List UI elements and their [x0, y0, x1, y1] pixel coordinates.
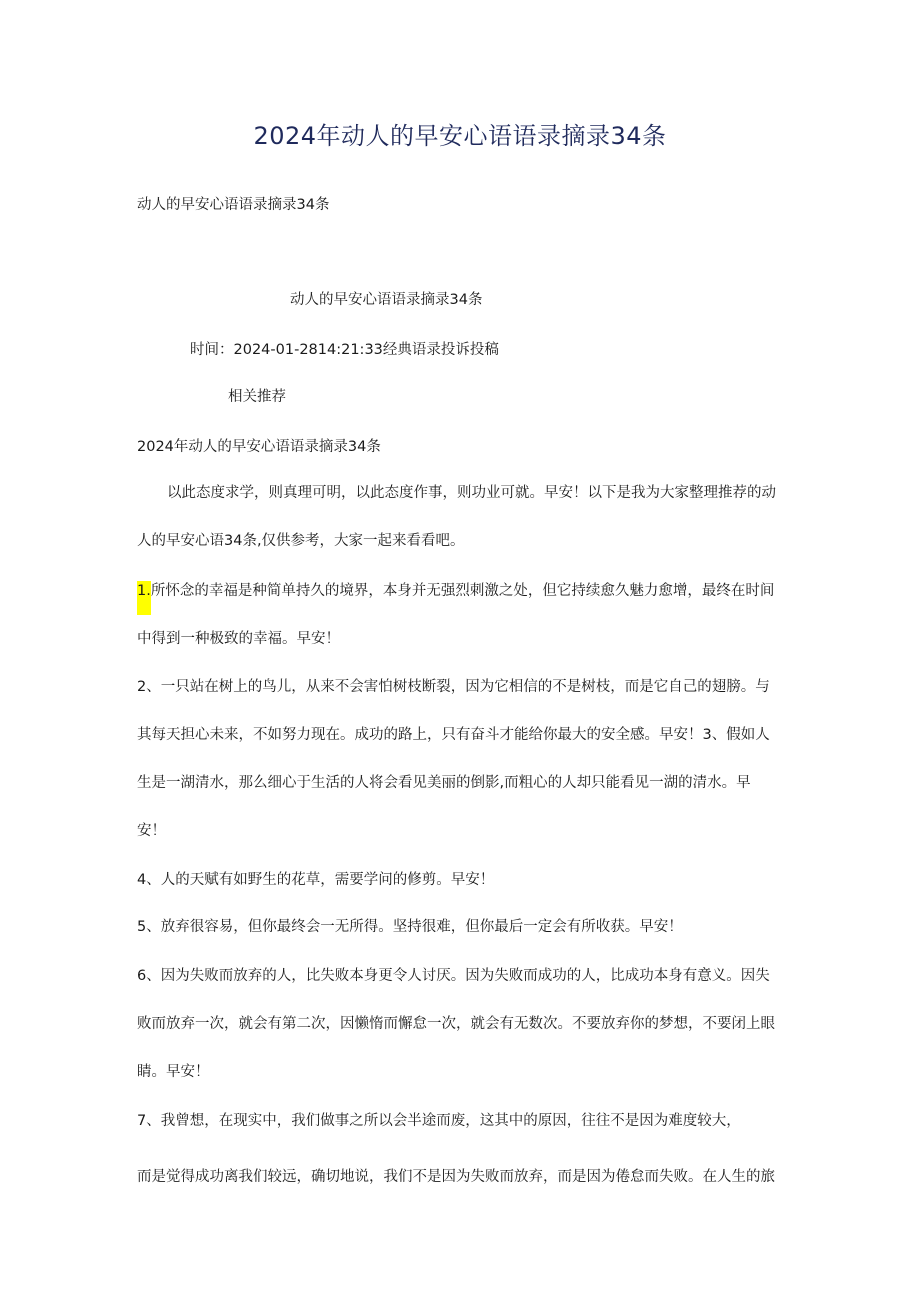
- paragraph-line: [137, 581, 787, 629]
- paragraph-line: 2、一只站在树上的鸟儿，从来不会害怕树枝断裂，因为它相信的不是树枝，而是它自己的翅膀。与: [137, 679, 770, 695]
- paragraph-line: 其每天担心未来，不如努力现在。成功的路上，只有奋斗才能给你最大的安全感。早安！3、假如人: [137, 727, 770, 743]
- paragraph-line: 人的早安心语34条,仅供参考，大家一起来看看吧。: [137, 533, 465, 549]
- paragraph-line: 以此态度求学，则真理可明，以此态度作事，则功业可就。早安！以下是我为大家整理推荐的动: [167, 485, 776, 501]
- article-title: 动人的早安心语语录摘录34条: [290, 292, 483, 308]
- quote-item-1: [137, 581, 787, 677]
- meta-info: 时间：2024-01-2814:21:33经典语录投诉投稿: [190, 342, 499, 358]
- subtitle: 动人的早安心语语录摘录34条: [137, 197, 330, 213]
- paragraph-line: 7、我曾想，在现实中，我们做事之所以会半途而废，这其中的原因，往往不是因为难度较大，: [137, 1113, 741, 1129]
- paragraph-line: 中得到一种极致的幸福。早安！: [137, 631, 340, 647]
- quote-item-2: [137, 677, 787, 869]
- paragraph-line: 睛。早安！: [137, 1064, 210, 1080]
- intro-paragraph: [137, 483, 787, 579]
- paragraph-line: 5、放弃很容易，但你最终会一无所得。坚持很难，但你最后一定会有所收获。早安！: [137, 919, 683, 935]
- highlighted-number: 1.: [137, 581, 151, 615]
- paragraph-line: 而是觉得成功离我们较远，确切地说，我们不是因为失败而放弃，而是因为倦怠而失败。在人生的旅: [137, 1169, 775, 1185]
- related-heading: 相关推荐: [228, 389, 286, 405]
- section-title: 2024年动人的早安心语语录摘录34条: [137, 439, 381, 455]
- paragraph-line: 6、因为失败而放弃的人，比失败本身更令人讨厌。因为失败而成功的人，比成功本身有意义。因失: [137, 968, 770, 984]
- paragraph-line: 安！: [137, 823, 166, 839]
- quote-item-4: [137, 870, 787, 918]
- quote-item-6: [137, 966, 787, 1110]
- paragraph-line: 败而放弃一次，就会有第二次，因懒惰而懈怠一次，就会有无数次。不要放弃你的梦想，不要闭上眼: [137, 1016, 775, 1032]
- paragraph-line: 4、人的天赋有如野生的花草，需要学问的修剪。早安！: [137, 872, 495, 888]
- quote-item-7: [137, 1111, 787, 1215]
- paragraph-line: 生是一湖清水，那么细心于生活的人将会看见美丽的倒影,而粗心的人却只能看见一湖的清水。早: [137, 775, 751, 791]
- quote-item-5: [137, 917, 787, 965]
- document-title: 2024年动人的早安心语语录摘录34条: [253, 122, 667, 150]
- quote-text: 所怀念的幸福是种简单持久的境界，本身并无强烈刺激之处，但它持续愈久魅力愈增，最终在时间: [150, 583, 775, 599]
